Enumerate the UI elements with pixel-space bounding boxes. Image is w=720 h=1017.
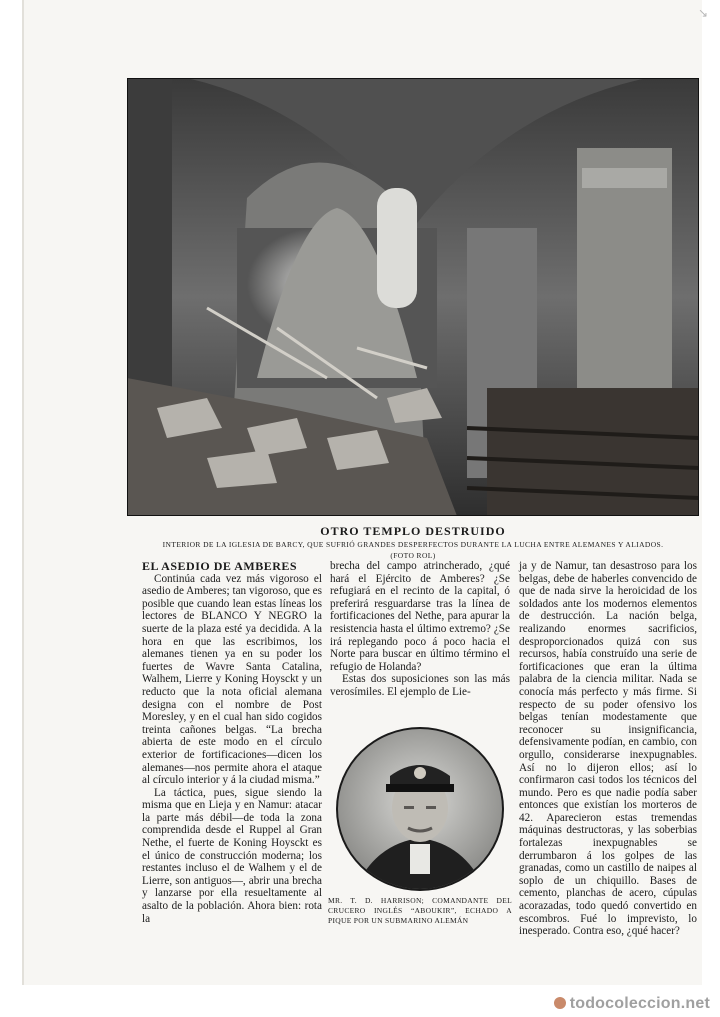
paragraph: ja y de Namur, tan desastroso para los belgas, debe de haberles convencido de que de nada sirve la heroicidad de los soldados ante los modernos elementos de destrucción. La nación belga, realizando enormes sacrificios, desproporcionados quizá con sus recursos, había construído una serie de fortificaciones que eran la última palabra de la ciencia militar. Nada se conocía más perfecto y más firme. Si respecto de su poder ofensivo los belgas tenían modestamente que reconocer su insignificancia, defensivamente podían, en cambio, con orgullo, considerarse inexpugnables. Así no lo dijeron ellos; así lo confirmaron casi todos los técnicos del mundo. Pero es que nadie podía saber entonces que existían los morteros de 42. Aparecieron estas tremendas máquinas destructoras, y las soberbias fortalezas inexpugnables se derrumbaron á los golpes de las granadas, como un castillo de naipes al soplo de un chiquillo. Bases de cemento, planchas de acero, cúpulas acorazadas, todo quedó convertido en escombros. Fué lo imprevisto, lo inesperado. Contra eso, ¿qué hacer? (519, 560, 697, 938)
corner-arrow-icon: ↘ (697, 6, 708, 20)
photo-title: OTRO TEMPLO DESTRUIDO (320, 524, 506, 538)
photo-subtitle-text: INTERIOR DE LA IGLESIA DE BARCY, QUE SUFRIÓ GRANDES DESPERFECTOS DURANTE LA LUCHA ENTRE ALEMANES Y ALIADOS. (162, 540, 664, 549)
paragraph: Estas dos suposiciones son las más verosímiles. El ejemplo de Lie- (330, 673, 510, 698)
portrait-caption: MR. T. D. HARRISON; COMANDANTE DEL CRUCERO INGLÉS “ABOUKIR”, ECHADO A PIQUE POR UN SUBMARINO ALEMÁN (328, 896, 512, 925)
photo-credit: (FOTO ROL) (390, 551, 436, 560)
paragraph: Continúa cada vez más vigoroso el asedio de Amberes; tan vigoroso, que es posible que cuando lean estas líneas los lectores de BLANCO Y NEGRO la suerte de la plaza esté ya decidida. A la hora en que las escribimos, los alemanes tienen ya en su poder los fuertes de Wavre Santa Catalina, Walhem, Lierre y Koning Hoysckt y un reducto que la nota oficial alemana designa con el nombre de Post Moresley, y en el cual han sido cogidos treinta cañones belgas. “La brecha abierta de este modo en el círculo exterior de fortificaciones—dicen los alemanes—nos permite ahora el ataque al círculo interior y á la ciudad misma.” (142, 572, 322, 787)
magazine-page (22, 0, 702, 985)
article-column-2 (330, 560, 510, 699)
watermark-text: todocoleccion (569, 995, 681, 1012)
article-heading: EL ASEDIO DE AMBERES (142, 559, 298, 573)
watermark (554, 995, 710, 1013)
church-interior-photo (127, 78, 699, 516)
watermark-tld: .net (680, 995, 710, 1012)
watermark-logo-icon (554, 997, 566, 1009)
article-column-3 (519, 560, 697, 938)
harrison-portrait (334, 726, 506, 892)
page-edge (22, 0, 24, 985)
photo-subtitle (127, 539, 699, 561)
paragraph: brecha del campo atrincherado, ¿qué hará el Ejército de Amberes? ¿Se refugiará en el recinto de la capital, ó preferirá resguardarse tras la línea de fortificaciones del Nethe, para apurar la resistencia hasta el último extremo? ¿Se irá replegando poco á poco hacia el Norte para buscar en último término el refugio de Holanda? (330, 560, 510, 673)
paragraph: La táctica, pues, sigue siendo la misma que en Lieja y en Namur: atacar la parte más débil—de toda la zona comprendida desde el Ruppel al Gran Nethe, el fuerte de Koning Hoysckt es el único de construcción moderna; los restantes incluso el de Walhem y el de Lierre, son antiguos—, abrir una brecha y lanzarse por ella resueltamente al asalto de la población. Ahora bien: rota la (142, 786, 322, 925)
article-column-1 (142, 560, 322, 925)
